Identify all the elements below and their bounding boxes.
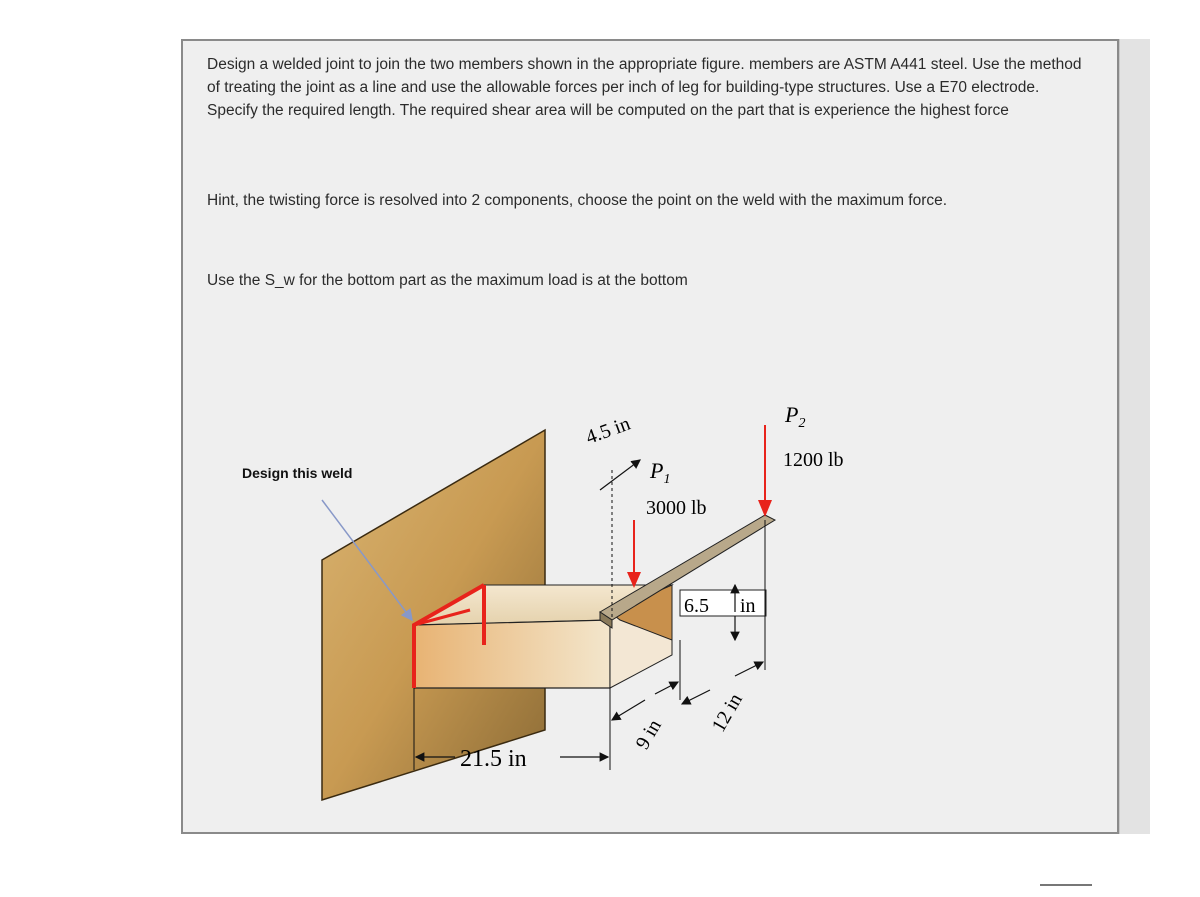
p2-arrowhead <box>758 500 772 517</box>
p1-name: P <box>650 458 664 483</box>
problem-statement: Design a welded joint to join the two members shown in the appropriate figure. members are ASTM A441 steel. Use the method of treating the joint as a line and use the allowable forces per inch of leg for building-type structures. Use a E70 electrode. Specify the required length. The required shear area will be computed on the part that is experience the highest force <box>207 56 1082 119</box>
dim-21.5-text: 21.5 in <box>460 746 527 772</box>
dim-12-arrow-a <box>682 690 710 704</box>
dim-4.5-text: 4.5 in <box>582 412 634 449</box>
dim-6.5-text: 6.5 <box>684 595 709 617</box>
p2-label <box>784 402 805 431</box>
design-weld-label: Design this weld <box>242 465 353 481</box>
note-text: Use the S_w for the bottom part as the maximum load is at the bottom <box>207 272 688 289</box>
p2-value: 1200 lb <box>783 449 844 471</box>
p2-name: P <box>785 402 799 427</box>
p1-label <box>649 458 670 487</box>
p1-value: 3000 lb <box>646 497 707 519</box>
p2-sub: 2 <box>798 416 806 431</box>
footer-mark <box>1040 884 1092 886</box>
hint-text: Hint, the twisting force is resolved into 2 components, choose the point on the weld with the maximum force. <box>207 192 948 209</box>
dim-9-arrow-b <box>655 682 678 694</box>
dim-4.5-line <box>600 460 640 490</box>
dim-9-text: 9 in <box>631 715 666 754</box>
dim-12-text: 12 in <box>707 689 748 736</box>
dim-6.5-unit: in <box>740 595 756 617</box>
dim-12-arrow-b <box>735 662 763 676</box>
beam-front-face <box>414 620 610 688</box>
p1-sub: 1 <box>663 472 671 487</box>
dim-9-arrow-a <box>612 700 645 720</box>
